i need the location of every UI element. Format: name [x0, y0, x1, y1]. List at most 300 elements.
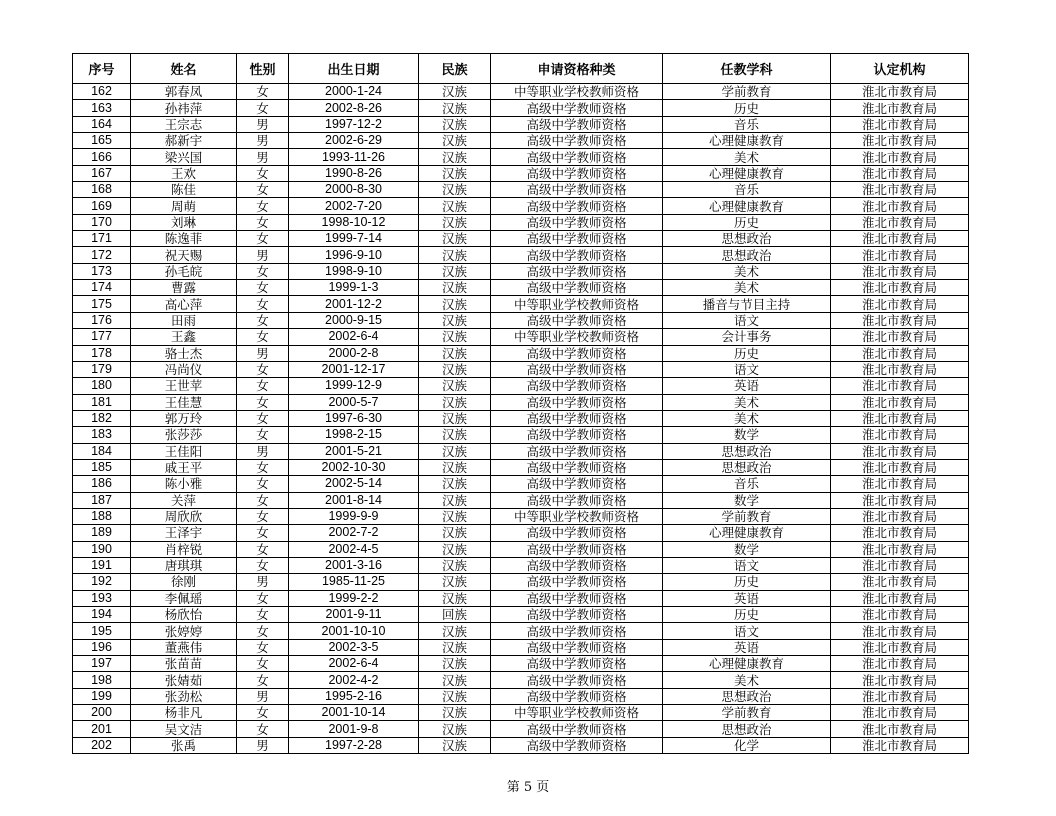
- cell-certifying-body: 淮北市教育局: [831, 525, 969, 541]
- cell-subject: 美术: [663, 672, 831, 688]
- cell-birth-date: 2000-8-30: [289, 182, 419, 198]
- table-row: [73, 721, 969, 737]
- cell-qualification-type: 高级中学教师资格: [491, 459, 663, 475]
- cell-gender: 女: [237, 312, 289, 328]
- cell-certifying-body: 淮北市教育局: [831, 84, 969, 100]
- cell-birth-date: 1998-2-15: [289, 427, 419, 443]
- cell-qualification-type: 高级中学教师资格: [491, 737, 663, 753]
- teacher-certification-table-container: [72, 53, 969, 754]
- cell-subject: 思想政治: [663, 721, 831, 737]
- cell-ethnicity: 汉族: [419, 247, 491, 263]
- cell-qualification-type: 高级中学教师资格: [491, 688, 663, 704]
- cell-gender: 女: [237, 361, 289, 377]
- cell-ethnicity: 汉族: [419, 672, 491, 688]
- cell-name: 王宗志: [131, 116, 237, 132]
- table-row: [73, 361, 969, 377]
- cell-subject: 语文: [663, 312, 831, 328]
- cell-ethnicity: 汉族: [419, 721, 491, 737]
- cell-subject: 美术: [663, 410, 831, 426]
- cell-index: 195: [73, 623, 131, 639]
- cell-ethnicity: 汉族: [419, 574, 491, 590]
- cell-birth-date: 1990-8-26: [289, 165, 419, 181]
- cell-name: 王鑫: [131, 329, 237, 345]
- cell-birth-date: 2000-9-15: [289, 312, 419, 328]
- cell-birth-date: 1997-6-30: [289, 410, 419, 426]
- cell-qualification-type: 高级中学教师资格: [491, 623, 663, 639]
- cell-subject: 思想政治: [663, 443, 831, 459]
- cell-subject: 心理健康教育: [663, 656, 831, 672]
- table-row: [73, 182, 969, 198]
- cell-birth-date: 1998-9-10: [289, 263, 419, 279]
- cell-ethnicity: 汉族: [419, 410, 491, 426]
- cell-ethnicity: 汉族: [419, 557, 491, 573]
- cell-index: 166: [73, 149, 131, 165]
- cell-gender: 女: [237, 705, 289, 721]
- cell-index: 164: [73, 116, 131, 132]
- cell-birth-date: 2002-6-4: [289, 656, 419, 672]
- header-subject: 任教学科: [663, 54, 831, 84]
- table-row: [73, 345, 969, 361]
- cell-gender: 女: [237, 508, 289, 524]
- cell-ethnicity: 汉族: [419, 459, 491, 475]
- table-body: [73, 84, 969, 754]
- table-row: [73, 149, 969, 165]
- cell-subject: 历史: [663, 214, 831, 230]
- table-row: [73, 705, 969, 721]
- cell-gender: 女: [237, 165, 289, 181]
- cell-ethnicity: 汉族: [419, 329, 491, 345]
- cell-name: 董燕伟: [131, 639, 237, 655]
- cell-index: 196: [73, 639, 131, 655]
- cell-index: 192: [73, 574, 131, 590]
- cell-index: 179: [73, 361, 131, 377]
- table-row: [73, 541, 969, 557]
- cell-qualification-type: 高级中学教师资格: [491, 672, 663, 688]
- cell-name: 唐琪琪: [131, 557, 237, 573]
- cell-subject: 学前教育: [663, 508, 831, 524]
- cell-index: 170: [73, 214, 131, 230]
- cell-index: 194: [73, 607, 131, 623]
- cell-name: 关萍: [131, 492, 237, 508]
- cell-index: 168: [73, 182, 131, 198]
- cell-name: 骆士杰: [131, 345, 237, 361]
- cell-certifying-body: 淮北市教育局: [831, 427, 969, 443]
- table-row: [73, 165, 969, 181]
- cell-qualification-type: 高级中学教师资格: [491, 721, 663, 737]
- cell-certifying-body: 淮北市教育局: [831, 574, 969, 590]
- cell-gender: 女: [237, 525, 289, 541]
- cell-name: 周欣欣: [131, 508, 237, 524]
- table-row: [73, 394, 969, 410]
- cell-certifying-body: 淮北市教育局: [831, 557, 969, 573]
- cell-certifying-body: 淮北市教育局: [831, 378, 969, 394]
- cell-name: 肖梓锐: [131, 541, 237, 557]
- cell-ethnicity: 汉族: [419, 312, 491, 328]
- cell-gender: 女: [237, 427, 289, 443]
- cell-gender: 男: [237, 116, 289, 132]
- header-gender: 性别: [237, 54, 289, 84]
- table-row: [73, 214, 969, 230]
- header-qualification-type: 申请资格种类: [491, 54, 663, 84]
- cell-name: 田雨: [131, 312, 237, 328]
- cell-certifying-body: 淮北市教育局: [831, 623, 969, 639]
- cell-birth-date: 2000-5-7: [289, 394, 419, 410]
- table-row: [73, 280, 969, 296]
- cell-birth-date: 2001-5-21: [289, 443, 419, 459]
- cell-gender: 女: [237, 656, 289, 672]
- cell-ethnicity: 汉族: [419, 639, 491, 655]
- cell-qualification-type: 高级中学教师资格: [491, 525, 663, 541]
- cell-certifying-body: 淮北市教育局: [831, 590, 969, 606]
- cell-index: 175: [73, 296, 131, 312]
- cell-qualification-type: 高级中学教师资格: [491, 214, 663, 230]
- cell-certifying-body: 淮北市教育局: [831, 443, 969, 459]
- teacher-certification-table: [72, 53, 969, 754]
- cell-name: 张劲松: [131, 688, 237, 704]
- cell-gender: 女: [237, 459, 289, 475]
- table-row: [73, 312, 969, 328]
- cell-certifying-body: 淮北市教育局: [831, 198, 969, 214]
- cell-gender: 女: [237, 280, 289, 296]
- cell-qualification-type: 中等职业学校教师资格: [491, 84, 663, 100]
- cell-subject: 思想政治: [663, 231, 831, 247]
- cell-birth-date: 2001-9-11: [289, 607, 419, 623]
- cell-gender: 女: [237, 378, 289, 394]
- table-row: [73, 476, 969, 492]
- cell-certifying-body: 淮北市教育局: [831, 133, 969, 149]
- cell-index: 171: [73, 231, 131, 247]
- cell-index: 180: [73, 378, 131, 394]
- cell-ethnicity: 汉族: [419, 84, 491, 100]
- cell-subject: 学前教育: [663, 705, 831, 721]
- cell-ethnicity: 汉族: [419, 394, 491, 410]
- cell-gender: 女: [237, 329, 289, 345]
- cell-name: 郝新宇: [131, 133, 237, 149]
- cell-qualification-type: 高级中学教师资格: [491, 345, 663, 361]
- cell-birth-date: 2001-12-17: [289, 361, 419, 377]
- cell-index: 200: [73, 705, 131, 721]
- cell-birth-date: 1999-12-9: [289, 378, 419, 394]
- cell-index: 163: [73, 100, 131, 116]
- cell-birth-date: 1995-2-16: [289, 688, 419, 704]
- cell-name: 张苗苗: [131, 656, 237, 672]
- cell-ethnicity: 汉族: [419, 705, 491, 721]
- cell-ethnicity: 汉族: [419, 623, 491, 639]
- cell-gender: 女: [237, 639, 289, 655]
- cell-certifying-body: 淮北市教育局: [831, 149, 969, 165]
- header-index: 序号: [73, 54, 131, 84]
- cell-certifying-body: 淮北市教育局: [831, 639, 969, 655]
- cell-name: 孙毛皖: [131, 263, 237, 279]
- cell-subject: 历史: [663, 574, 831, 590]
- cell-certifying-body: 淮北市教育局: [831, 247, 969, 263]
- cell-birth-date: 2002-10-30: [289, 459, 419, 475]
- cell-subject: 心理健康教育: [663, 133, 831, 149]
- cell-name: 刘琳: [131, 214, 237, 230]
- cell-certifying-body: 淮北市教育局: [831, 541, 969, 557]
- cell-name: 杨非凡: [131, 705, 237, 721]
- cell-gender: 男: [237, 688, 289, 704]
- cell-ethnicity: 汉族: [419, 525, 491, 541]
- cell-gender: 女: [237, 410, 289, 426]
- cell-gender: 女: [237, 100, 289, 116]
- cell-birth-date: 2001-9-8: [289, 721, 419, 737]
- cell-certifying-body: 淮北市教育局: [831, 296, 969, 312]
- cell-birth-date: 2001-8-14: [289, 492, 419, 508]
- cell-name: 郭春凤: [131, 84, 237, 100]
- cell-name: 张禹: [131, 737, 237, 753]
- cell-ethnicity: 汉族: [419, 231, 491, 247]
- cell-subject: 心理健康教育: [663, 198, 831, 214]
- table-row: [73, 329, 969, 345]
- cell-qualification-type: 高级中学教师资格: [491, 639, 663, 655]
- cell-gender: 男: [237, 247, 289, 263]
- cell-qualification-type: 高级中学教师资格: [491, 263, 663, 279]
- cell-subject: 历史: [663, 345, 831, 361]
- cell-name: 张莎莎: [131, 427, 237, 443]
- cell-ethnicity: 汉族: [419, 590, 491, 606]
- cell-certifying-body: 淮北市教育局: [831, 263, 969, 279]
- cell-ethnicity: 汉族: [419, 688, 491, 704]
- cell-gender: 女: [237, 721, 289, 737]
- cell-ethnicity: 汉族: [419, 296, 491, 312]
- cell-qualification-type: 高级中学教师资格: [491, 198, 663, 214]
- cell-gender: 男: [237, 574, 289, 590]
- cell-certifying-body: 淮北市教育局: [831, 688, 969, 704]
- cell-subject: 思想政治: [663, 247, 831, 263]
- cell-ethnicity: 汉族: [419, 492, 491, 508]
- cell-index: 183: [73, 427, 131, 443]
- cell-certifying-body: 淮北市教育局: [831, 394, 969, 410]
- table-row: [73, 263, 969, 279]
- cell-name: 孙祎萍: [131, 100, 237, 116]
- cell-index: 176: [73, 312, 131, 328]
- cell-name: 冯尚仪: [131, 361, 237, 377]
- table-row: [73, 574, 969, 590]
- cell-birth-date: 2000-1-24: [289, 84, 419, 100]
- cell-qualification-type: 高级中学教师资格: [491, 443, 663, 459]
- cell-index: 173: [73, 263, 131, 279]
- cell-gender: 女: [237, 231, 289, 247]
- cell-subject: 音乐: [663, 476, 831, 492]
- table-row: [73, 378, 969, 394]
- cell-qualification-type: 高级中学教师资格: [491, 247, 663, 263]
- cell-subject: 英语: [663, 639, 831, 655]
- cell-qualification-type: 高级中学教师资格: [491, 574, 663, 590]
- cell-certifying-body: 淮北市教育局: [831, 165, 969, 181]
- cell-index: 181: [73, 394, 131, 410]
- cell-qualification-type: 高级中学教师资格: [491, 476, 663, 492]
- cell-qualification-type: 中等职业学校教师资格: [491, 296, 663, 312]
- cell-subject: 心理健康教育: [663, 525, 831, 541]
- cell-index: 199: [73, 688, 131, 704]
- cell-birth-date: 2002-4-2: [289, 672, 419, 688]
- cell-index: 177: [73, 329, 131, 345]
- cell-name: 戚王平: [131, 459, 237, 475]
- cell-subject: 美术: [663, 263, 831, 279]
- cell-name: 张婷婷: [131, 623, 237, 639]
- cell-birth-date: 2002-8-26: [289, 100, 419, 116]
- cell-subject: 音乐: [663, 182, 831, 198]
- table-row: [73, 639, 969, 655]
- cell-name: 郭万玲: [131, 410, 237, 426]
- cell-index: 182: [73, 410, 131, 426]
- cell-qualification-type: 中等职业学校教师资格: [491, 329, 663, 345]
- cell-birth-date: 1998-10-12: [289, 214, 419, 230]
- cell-ethnicity: 汉族: [419, 443, 491, 459]
- cell-qualification-type: 高级中学教师资格: [491, 100, 663, 116]
- cell-certifying-body: 淮北市教育局: [831, 329, 969, 345]
- cell-certifying-body: 淮北市教育局: [831, 721, 969, 737]
- cell-subject: 思想政治: [663, 688, 831, 704]
- cell-gender: 女: [237, 214, 289, 230]
- header-certifying-body: 认定机构: [831, 54, 969, 84]
- cell-birth-date: 1997-12-2: [289, 116, 419, 132]
- cell-qualification-type: 高级中学教师资格: [491, 378, 663, 394]
- cell-index: 190: [73, 541, 131, 557]
- cell-ethnicity: 汉族: [419, 149, 491, 165]
- cell-gender: 女: [237, 557, 289, 573]
- cell-gender: 男: [237, 737, 289, 753]
- cell-index: 165: [73, 133, 131, 149]
- cell-certifying-body: 淮北市教育局: [831, 508, 969, 524]
- cell-subject: 历史: [663, 100, 831, 116]
- cell-certifying-body: 淮北市教育局: [831, 476, 969, 492]
- table-row: [73, 737, 969, 753]
- cell-name: 李佩瑶: [131, 590, 237, 606]
- cell-index: 189: [73, 525, 131, 541]
- cell-birth-date: 2001-12-2: [289, 296, 419, 312]
- cell-certifying-body: 淮北市教育局: [831, 656, 969, 672]
- header-row: [73, 54, 969, 84]
- cell-qualification-type: 高级中学教师资格: [491, 165, 663, 181]
- cell-subject: 思想政治: [663, 459, 831, 475]
- cell-ethnicity: 汉族: [419, 541, 491, 557]
- cell-birth-date: 2002-4-5: [289, 541, 419, 557]
- cell-qualification-type: 高级中学教师资格: [491, 133, 663, 149]
- cell-certifying-body: 淮北市教育局: [831, 100, 969, 116]
- cell-name: 陈佳: [131, 182, 237, 198]
- cell-subject: 心理健康教育: [663, 165, 831, 181]
- cell-ethnicity: 汉族: [419, 656, 491, 672]
- cell-birth-date: 2002-5-14: [289, 476, 419, 492]
- cell-qualification-type: 高级中学教师资格: [491, 231, 663, 247]
- cell-index: 169: [73, 198, 131, 214]
- cell-birth-date: 2002-6-4: [289, 329, 419, 345]
- cell-certifying-body: 淮北市教育局: [831, 737, 969, 753]
- table-row: [73, 84, 969, 100]
- cell-certifying-body: 淮北市教育局: [831, 459, 969, 475]
- table-row: [73, 100, 969, 116]
- cell-birth-date: 1993-11-26: [289, 149, 419, 165]
- cell-birth-date: 1999-7-14: [289, 231, 419, 247]
- cell-subject: 音乐: [663, 116, 831, 132]
- table-row: [73, 443, 969, 459]
- table-row: [73, 557, 969, 573]
- cell-qualification-type: 高级中学教师资格: [491, 492, 663, 508]
- cell-gender: 女: [237, 672, 289, 688]
- cell-qualification-type: 高级中学教师资格: [491, 656, 663, 672]
- table-row: [73, 688, 969, 704]
- cell-gender: 男: [237, 345, 289, 361]
- cell-index: 185: [73, 459, 131, 475]
- cell-index: 167: [73, 165, 131, 181]
- cell-ethnicity: 汉族: [419, 198, 491, 214]
- cell-subject: 美术: [663, 394, 831, 410]
- cell-name: 徐刚: [131, 574, 237, 590]
- cell-birth-date: 2001-10-14: [289, 705, 419, 721]
- cell-gender: 男: [237, 133, 289, 149]
- cell-name: 杨欣怡: [131, 607, 237, 623]
- cell-name: 吴文洁: [131, 721, 237, 737]
- table-row: [73, 247, 969, 263]
- cell-certifying-body: 淮北市教育局: [831, 492, 969, 508]
- cell-ethnicity: 汉族: [419, 345, 491, 361]
- cell-certifying-body: 淮北市教育局: [831, 607, 969, 623]
- cell-ethnicity: 汉族: [419, 361, 491, 377]
- cell-gender: 女: [237, 182, 289, 198]
- table-row: [73, 296, 969, 312]
- cell-ethnicity: 回族: [419, 607, 491, 623]
- cell-gender: 女: [237, 590, 289, 606]
- cell-ethnicity: 汉族: [419, 263, 491, 279]
- cell-index: 186: [73, 476, 131, 492]
- cell-gender: 女: [237, 476, 289, 492]
- cell-qualification-type: 高级中学教师资格: [491, 280, 663, 296]
- table-row: [73, 410, 969, 426]
- cell-ethnicity: 汉族: [419, 100, 491, 116]
- cell-name: 王世苹: [131, 378, 237, 394]
- cell-gender: 女: [237, 198, 289, 214]
- cell-qualification-type: 高级中学教师资格: [491, 557, 663, 573]
- cell-subject: 数学: [663, 541, 831, 557]
- cell-index: 202: [73, 737, 131, 753]
- cell-name: 高心萍: [131, 296, 237, 312]
- cell-index: 197: [73, 656, 131, 672]
- cell-gender: 女: [237, 263, 289, 279]
- cell-birth-date: 1996-9-10: [289, 247, 419, 263]
- cell-qualification-type: 高级中学教师资格: [491, 427, 663, 443]
- cell-qualification-type: 高级中学教师资格: [491, 410, 663, 426]
- table-row: [73, 656, 969, 672]
- cell-ethnicity: 汉族: [419, 116, 491, 132]
- cell-index: 184: [73, 443, 131, 459]
- cell-qualification-type: 高级中学教师资格: [491, 541, 663, 557]
- cell-gender: 男: [237, 443, 289, 459]
- table-row: [73, 231, 969, 247]
- cell-ethnicity: 汉族: [419, 182, 491, 198]
- cell-qualification-type: 高级中学教师资格: [491, 182, 663, 198]
- cell-index: 191: [73, 557, 131, 573]
- cell-certifying-body: 淮北市教育局: [831, 214, 969, 230]
- cell-certifying-body: 淮北市教育局: [831, 345, 969, 361]
- table-row: [73, 590, 969, 606]
- cell-gender: 女: [237, 541, 289, 557]
- header-ethnicity: 民族: [419, 54, 491, 84]
- cell-index: 172: [73, 247, 131, 263]
- cell-gender: 女: [237, 492, 289, 508]
- cell-certifying-body: 淮北市教育局: [831, 410, 969, 426]
- cell-index: 187: [73, 492, 131, 508]
- page-number: 第 5 页: [506, 780, 550, 795]
- table-row: [73, 672, 969, 688]
- table-row: [73, 427, 969, 443]
- cell-certifying-body: 淮北市教育局: [831, 182, 969, 198]
- cell-gender: 女: [237, 84, 289, 100]
- cell-name: 祝天赐: [131, 247, 237, 263]
- cell-name: 陈小雅: [131, 476, 237, 492]
- cell-name: 王佳阳: [131, 443, 237, 459]
